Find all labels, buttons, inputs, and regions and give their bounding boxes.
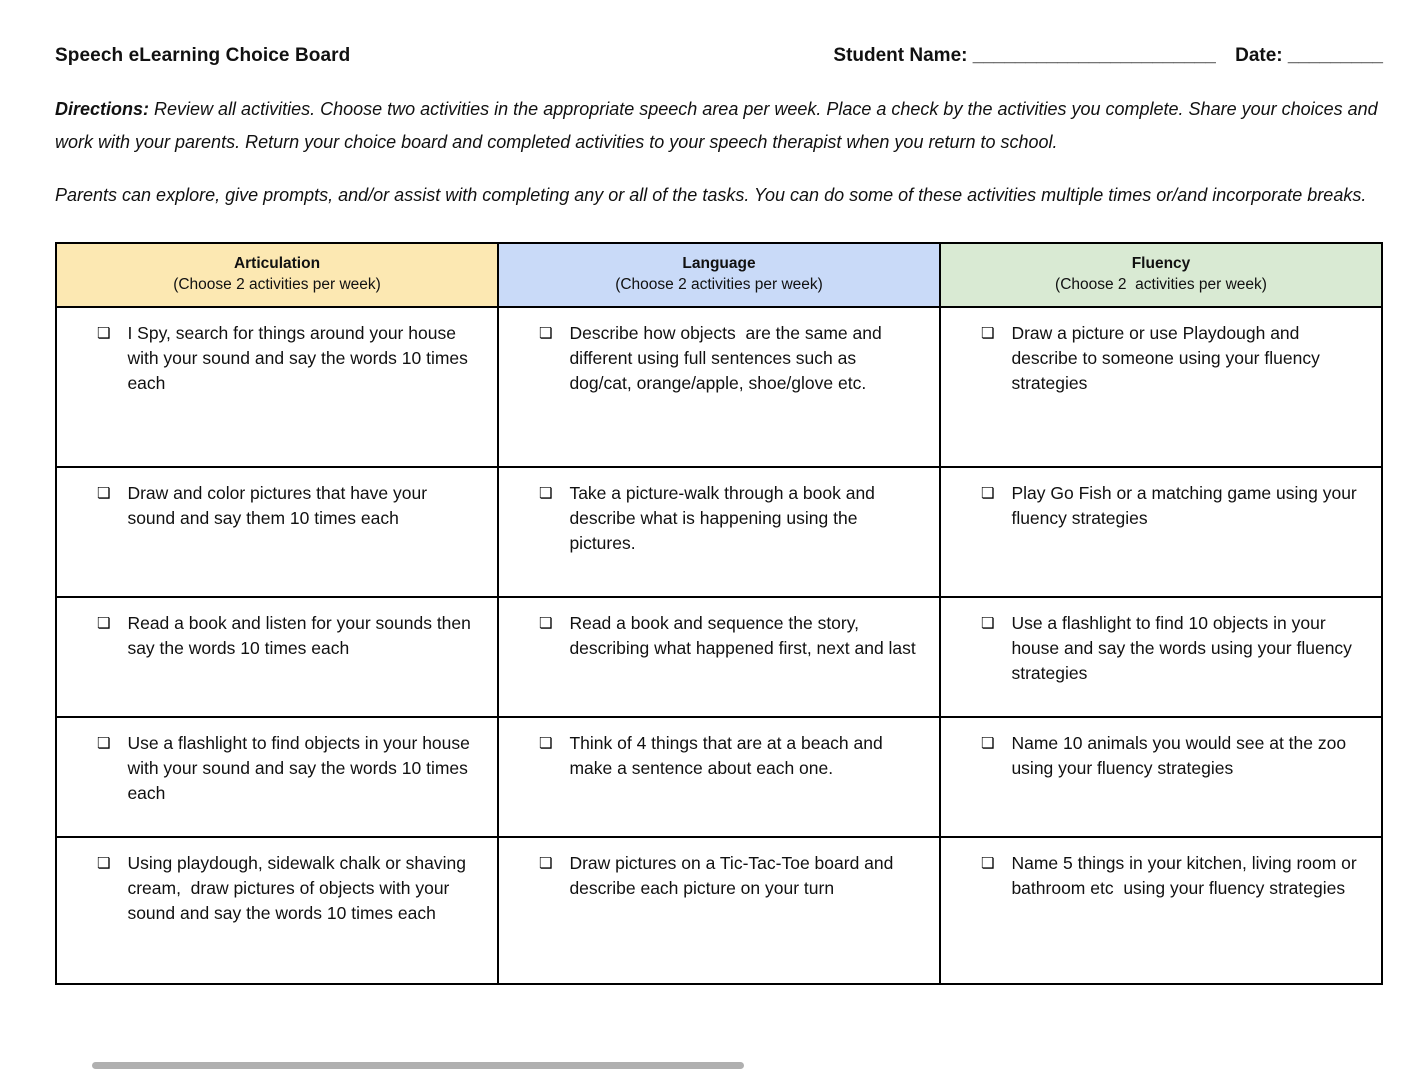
column-header-articulation (56, 243, 498, 307)
name-date-line (833, 45, 1383, 67)
activity-text: Describe how objects are the same and different using full sentences such as dog/cat, orange/apple, shoe/glove etc. (569, 323, 887, 393)
checkbox-icon: ❏ (97, 324, 111, 342)
activity-text: Name 10 animals you would see at the zoo using your fluency strategies (1011, 733, 1351, 778)
horizontal-scrollbar-thumb[interactable] (92, 1062, 744, 1069)
activity-row (56, 307, 1382, 467)
checkbox-icon: ❏ (97, 614, 111, 632)
checkbox-icon: ❏ (981, 484, 995, 502)
activity-text: Use a flashlight to find 10 objects in your house and say the words using your fluency strategies (1011, 613, 1357, 683)
date-label: Date: (1235, 45, 1283, 66)
activity-text: Draw a picture or use Playdough and describe to someone using your fluency strategies (1011, 323, 1325, 393)
choice-board-table (55, 242, 1383, 985)
column-title: Language (682, 255, 756, 272)
activity-cell (56, 307, 498, 467)
checkbox-icon: ❏ (981, 854, 995, 872)
activity-cell (940, 837, 1382, 984)
activity-cell (56, 597, 498, 717)
activity-text: Using playdough, sidewalk chalk or shaving cream, draw pictures of objects with your sound and say the words 10 times each (127, 853, 471, 923)
activity-row (56, 837, 1382, 984)
column-title: Fluency (1131, 255, 1191, 272)
column-header-language (498, 243, 940, 307)
activity-cell (940, 467, 1382, 597)
activity-text: Play Go Fish or a matching game using your fluency strategies (1011, 483, 1362, 528)
page-title: Speech eLearning Choice Board (55, 45, 351, 66)
activity-cell (498, 597, 940, 717)
column-header-fluency (940, 243, 1382, 307)
column-subtitle: (Choose 2 activities per week) (173, 276, 381, 293)
directions-paragraph (55, 93, 1383, 159)
activity-text: Draw pictures on a Tic-Tac-Toe board and describe each picture on your turn (569, 853, 899, 898)
checkbox-icon: ❏ (97, 854, 111, 872)
student-name-blank: _______________________ (972, 45, 1216, 66)
activity-text: Use a flashlight to find objects in your house with your sound and say the words 10 times each (127, 733, 475, 803)
activity-cell (56, 467, 498, 597)
activity-cell (56, 717, 498, 837)
activity-text: Name 5 things in your kitchen, living room or bathroom etc using your fluency strategies (1011, 853, 1362, 898)
checkbox-icon: ❏ (539, 324, 553, 342)
checkbox-icon: ❏ (981, 734, 995, 752)
activity-text: Read a book and sequence the story, describing what happened first, next and last (569, 613, 916, 658)
checkbox-icon: ❏ (539, 734, 553, 752)
activity-cell (56, 837, 498, 984)
directions-label: Directions: (55, 99, 150, 119)
checkbox-icon: ❏ (539, 614, 553, 632)
activity-row (56, 467, 1382, 597)
column-subtitle: (Choose 2 activities per week) (1055, 276, 1267, 293)
checkbox-icon: ❏ (981, 324, 995, 342)
activity-cell (940, 597, 1382, 717)
activity-text: Think of 4 things that are at a beach and make a sentence about each one. (569, 733, 888, 778)
checkbox-icon: ❏ (539, 854, 553, 872)
checkbox-icon: ❏ (97, 734, 111, 752)
activity-row (56, 717, 1382, 837)
activity-row (56, 597, 1382, 717)
student-name-label: Student Name: (833, 45, 968, 66)
activity-cell (498, 717, 940, 837)
column-title: Articulation (233, 255, 321, 272)
checkbox-icon: ❏ (539, 484, 553, 502)
document-header (55, 45, 1383, 67)
activity-cell (940, 717, 1382, 837)
parents-note-paragraph: Parents can explore, give prompts, and/or assist with completing any or all of the tasks. You can do some of these activities multiple times or/and incorporate breaks. (55, 185, 1367, 205)
activity-cell (498, 837, 940, 984)
activity-text: Take a picture-walk through a book and describe what is happening using the pictures. (569, 483, 880, 553)
checkbox-icon: ❏ (97, 484, 111, 502)
activity-cell (940, 307, 1382, 467)
activity-cell (498, 307, 940, 467)
column-subtitle: (Choose 2 activities per week) (615, 276, 823, 293)
directions-text: Review all activities. Choose two activities in the appropriate speech area per week. Place a check by the activities you complete. Share your choices and work with your parents. Return your choice board and completed activities to your speech therapist when you return to school. (55, 99, 1378, 152)
activity-text: Read a book and listen for your sounds then say the words 10 times each (127, 613, 476, 658)
checkbox-icon: ❏ (981, 614, 995, 632)
date-blank: _________ (1287, 45, 1383, 66)
table-header-row (56, 243, 1382, 307)
activity-text: Draw and color pictures that have your sound and say them 10 times each (127, 483, 432, 528)
activity-cell (498, 467, 940, 597)
activity-text: I Spy, search for things around your house with your sound and say the words 10 times each (127, 323, 473, 393)
